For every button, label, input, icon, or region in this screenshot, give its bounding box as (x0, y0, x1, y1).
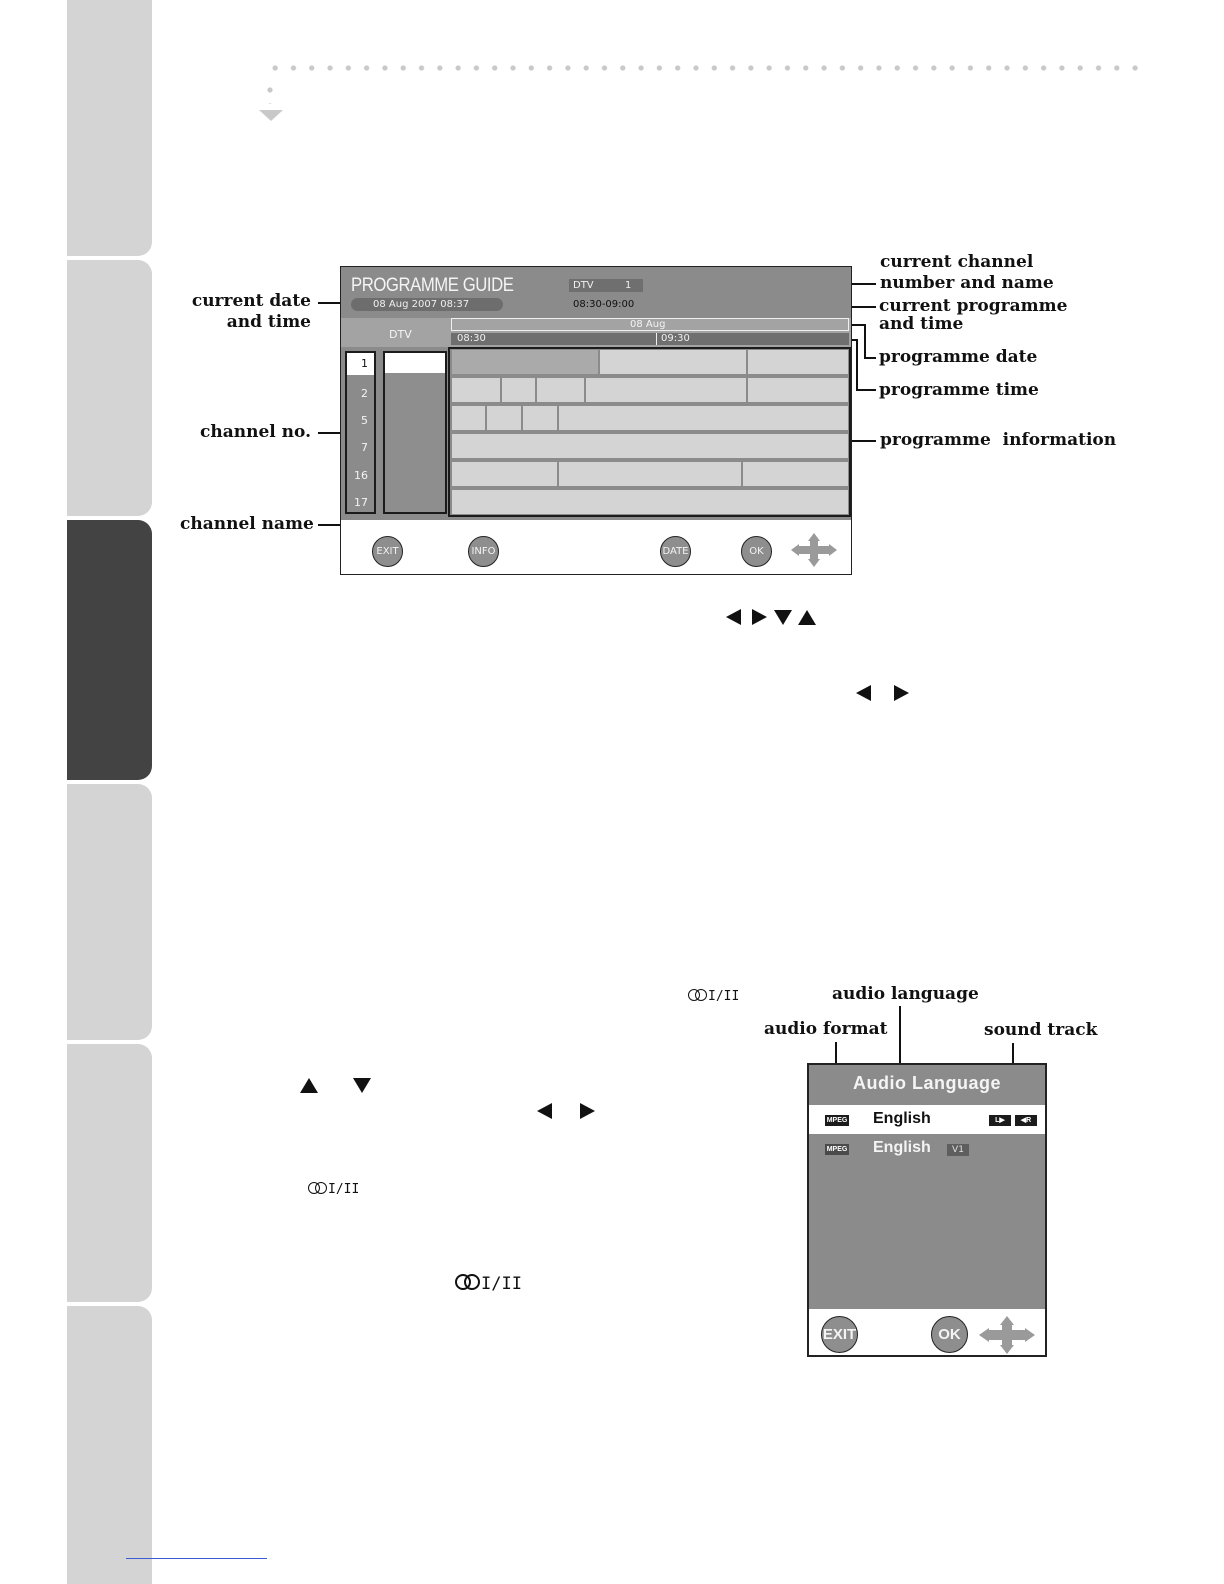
annotation-current-date: current date and time (191, 291, 311, 332)
side-tab-2[interactable] (67, 260, 152, 516)
down-arrow-icon (774, 610, 792, 625)
programme-cell[interactable] (585, 377, 747, 403)
annotation-channel-no: channel no. (200, 422, 311, 442)
left-arrow-icon (537, 1103, 552, 1119)
programme-guide-title: PROGRAMME GUIDE (351, 275, 514, 296)
side-tab-3-active[interactable] (67, 520, 152, 780)
left-arrow-icon (856, 685, 871, 701)
channel-number[interactable]: 5 (361, 414, 368, 427)
programme-cell[interactable] (558, 405, 849, 431)
channel-number[interactable]: 17 (354, 496, 368, 509)
leader-line (864, 324, 866, 358)
date-button[interactable]: DATE (660, 536, 691, 567)
channel-list-header: DTV (389, 328, 412, 341)
audio-language: English (873, 1110, 931, 1127)
annotation-audio-format: audio format (764, 1019, 888, 1039)
annotation-programme-date: programme date (879, 347, 1038, 367)
channel-number[interactable]: 1 (347, 353, 374, 375)
annotation-programme-time: programme time (879, 380, 1039, 400)
side-tab-1[interactable] (67, 0, 152, 256)
selected-channel-name[interactable] (385, 353, 445, 373)
dotted-arrow-icon (259, 110, 283, 121)
annotation-current-channel: current channel number and name (880, 252, 1054, 293)
divider (656, 333, 657, 345)
leader-line (864, 357, 876, 359)
exit-button[interactable]: EXIT (821, 1316, 858, 1353)
audio-language-screen (807, 1063, 1047, 1357)
channel-name-column (383, 351, 447, 514)
programme-cell[interactable] (451, 461, 558, 487)
annotation-channel-name: channel name (180, 514, 314, 534)
annotation-programme-information: programme information (880, 430, 1117, 450)
programme-cell[interactable] (522, 405, 558, 431)
programme-cell[interactable] (599, 349, 747, 375)
up-arrow-icon (300, 1078, 318, 1093)
stereo-i-ii-icon: I/II (308, 1182, 359, 1197)
annotation-sound-track: sound track (984, 1020, 1098, 1040)
current-channel-box (569, 279, 643, 292)
audio-track-row[interactable] (809, 1135, 1045, 1164)
footer-rule (126, 1558, 267, 1559)
current-datetime: 08 Aug 2007 08:37 (351, 298, 503, 311)
info-button[interactable]: INFO (468, 536, 499, 567)
right-arrow-icon (580, 1103, 595, 1119)
programme-guide-footer (341, 520, 851, 574)
audio-language-title: Audio Language (853, 1073, 1001, 1093)
programme-cell[interactable] (747, 349, 849, 375)
channel-number[interactable]: 16 (354, 469, 368, 482)
programme-cell[interactable] (536, 377, 585, 403)
programme-cell[interactable] (451, 349, 599, 375)
current-channel-type: DTV (573, 280, 594, 291)
ok-button[interactable]: OK (931, 1316, 968, 1353)
current-programme-time: 08:30-09:00 (573, 299, 635, 310)
stereo-i-ii-icon: I/II (455, 1274, 522, 1294)
audio-language: English (873, 1139, 931, 1156)
down-arrow-icon (353, 1078, 371, 1093)
stereo-i-ii-icon: I/II (688, 989, 739, 1004)
channel-number[interactable]: 7 (361, 441, 368, 454)
audio-format-badge: MPEG (826, 1117, 848, 1124)
current-channel-number: 1 (625, 280, 632, 291)
right-arrow-icon (752, 609, 767, 625)
programme-cell[interactable] (747, 377, 849, 403)
channel-number[interactable]: 2 (361, 387, 368, 400)
programme-cell[interactable] (501, 377, 536, 403)
leader-line (852, 440, 876, 442)
programme-time-bar (451, 333, 849, 345)
leader-line (856, 339, 858, 390)
sound-track: V1 (947, 1144, 969, 1156)
programme-cell[interactable] (451, 489, 849, 515)
annotation-current-programme: current programme and time (879, 296, 1068, 334)
sound-track-right: ◀R (1015, 1115, 1037, 1126)
side-tab-4[interactable] (67, 784, 152, 1040)
audio-track-row[interactable] (809, 1105, 1045, 1134)
sound-track-left: L▶ (989, 1115, 1011, 1126)
up-arrow-icon (798, 610, 816, 625)
programme-cell[interactable] (451, 433, 849, 459)
programme-date-bar (451, 318, 849, 331)
ok-button[interactable]: OK (741, 536, 772, 567)
programme-information-grid (448, 347, 851, 517)
four-way-arrow-icon[interactable] (979, 1316, 1035, 1357)
dotted-rule-vertical (266, 82, 274, 104)
annotation-audio-language: audio language (832, 984, 979, 1004)
programme-cell[interactable] (451, 405, 486, 431)
audio-format-badge: MPEG (826, 1146, 848, 1153)
programme-time-2: 09:30 (661, 333, 690, 344)
leader-line (856, 389, 876, 391)
side-tab-6[interactable] (67, 1306, 152, 1584)
programme-cell[interactable] (742, 461, 849, 487)
exit-button[interactable]: EXIT (372, 536, 403, 567)
audio-language-footer (809, 1309, 1045, 1357)
programme-cell[interactable] (451, 377, 501, 403)
side-tab-5[interactable] (67, 1044, 152, 1302)
programme-cell[interactable] (486, 405, 522, 431)
right-arrow-icon (894, 685, 909, 701)
programme-cell[interactable] (558, 461, 742, 487)
programme-date: 08 Aug (630, 319, 666, 330)
four-way-arrow-icon[interactable] (791, 533, 837, 573)
programme-time-1: 08:30 (457, 333, 486, 344)
dotted-rule (266, 65, 1150, 71)
left-arrow-icon (726, 609, 741, 625)
channel-number-column (345, 351, 376, 514)
programme-guide-screen (340, 266, 852, 575)
